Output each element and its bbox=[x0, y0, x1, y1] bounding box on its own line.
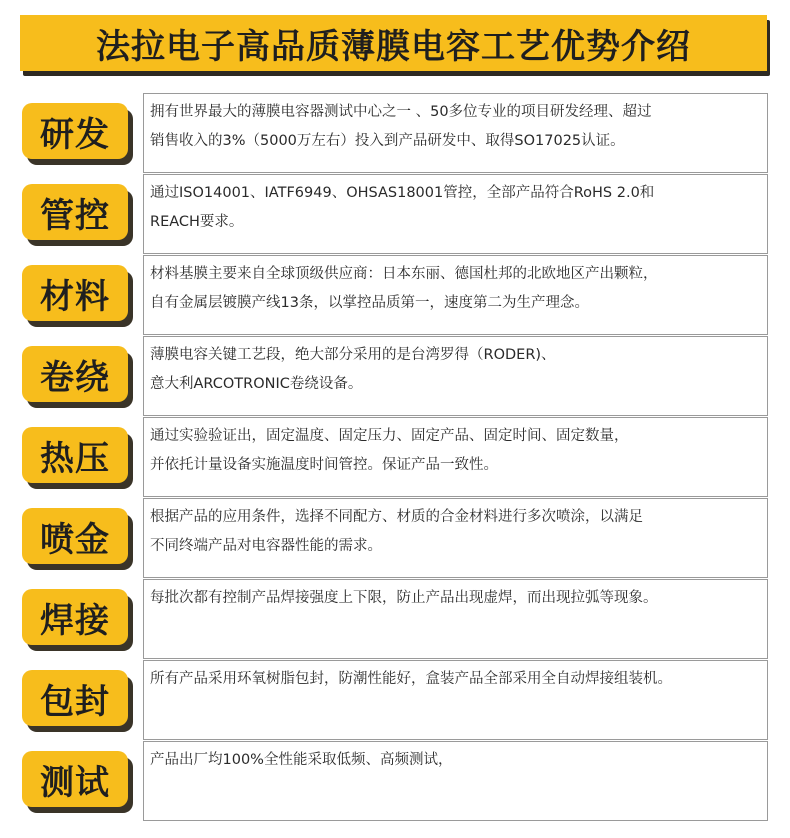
label-text: 包封 bbox=[40, 681, 110, 722]
row-winding bbox=[0, 336, 790, 416]
description-line: 根据产品的应用条件，选择不同配方、材质的合金材料进行多次喷涂，以满足 bbox=[150, 509, 643, 525]
label-text: 卷绕 bbox=[40, 357, 110, 398]
row-rnd bbox=[0, 93, 790, 173]
description-line: 通过ISO14001、IATF6949、OHSAS18001管控，全部产品符合RoHS 2.0和 bbox=[150, 185, 655, 201]
description-box bbox=[143, 417, 768, 497]
row-hot-press bbox=[0, 417, 790, 497]
description-box bbox=[143, 660, 768, 740]
description-line: 所有产品采用环氧树脂包封，防潮性能好，盒装产品全部采用全自动焊接组装机。 bbox=[150, 671, 672, 687]
description-line: 材料基膜主要来自全球顶级供应商：日本东丽、德国杜邦的北欧地区产出颗粒， bbox=[150, 266, 658, 282]
description-line: 意大利ARCOTRONIC卷绕设备。 bbox=[150, 376, 363, 392]
label-badge bbox=[22, 427, 128, 483]
label-badge bbox=[22, 589, 128, 645]
description-box bbox=[143, 336, 768, 416]
description-line: 拥有世界最大的薄膜电容器测试中心之一 、50多位专业的项目研发经理、超过 bbox=[150, 104, 652, 120]
label-badge bbox=[22, 103, 128, 159]
description-line: 每批次都有控制产品焊接强度上下限，防止产品出现虚焊，而出现拉弧等现象。 bbox=[150, 590, 658, 606]
description-box bbox=[143, 498, 768, 578]
description-box bbox=[143, 579, 768, 659]
label-text: 管控 bbox=[40, 195, 110, 236]
description-line: 产品出厂均100%全性能采取低频、高频测试， bbox=[150, 752, 453, 768]
row-control bbox=[0, 174, 790, 254]
description-box bbox=[143, 174, 768, 254]
description-line: 自有金属层镀膜产线13条，以掌控品质第一，速度第二为生产理念。 bbox=[150, 295, 589, 311]
page-title: 法拉电子高品质薄膜电容工艺优势介绍 bbox=[96, 26, 691, 67]
row-metal-spray bbox=[0, 498, 790, 578]
label-text: 研发 bbox=[40, 114, 110, 155]
row-testing bbox=[0, 741, 790, 821]
label-text: 喷金 bbox=[40, 519, 110, 560]
row-welding bbox=[0, 579, 790, 659]
description-line: REACH要求。 bbox=[150, 214, 244, 230]
label-badge bbox=[22, 751, 128, 807]
label-text: 焊接 bbox=[40, 600, 110, 641]
row-material bbox=[0, 255, 790, 335]
label-text: 材料 bbox=[40, 276, 110, 317]
label-text: 测试 bbox=[40, 762, 110, 803]
label-badge bbox=[22, 670, 128, 726]
description-box bbox=[143, 741, 768, 821]
description-line: 销售收入的3%（5000万左右）投入到产品研发中、取得SO17025认证。 bbox=[150, 133, 625, 149]
label-badge bbox=[22, 346, 128, 402]
description-box bbox=[143, 255, 768, 335]
description-line: 并依托计量设备实施温度时间管控。保证产品一致性。 bbox=[150, 457, 498, 473]
description-line: 不同终端产品对电容器性能的需求。 bbox=[150, 538, 382, 554]
label-text: 热压 bbox=[40, 438, 110, 479]
row-encapsulation bbox=[0, 660, 790, 740]
label-badge bbox=[22, 184, 128, 240]
label-badge bbox=[22, 508, 128, 564]
description-line: 薄膜电容关键工艺段，绝大部分采用的是台湾罗得（RODER)、 bbox=[150, 347, 556, 363]
label-badge bbox=[22, 265, 128, 321]
description-box bbox=[143, 93, 768, 173]
description-line: 通过实验验证出，固定温度、固定压力、固定产品、固定时间、固定数量， bbox=[150, 428, 629, 444]
